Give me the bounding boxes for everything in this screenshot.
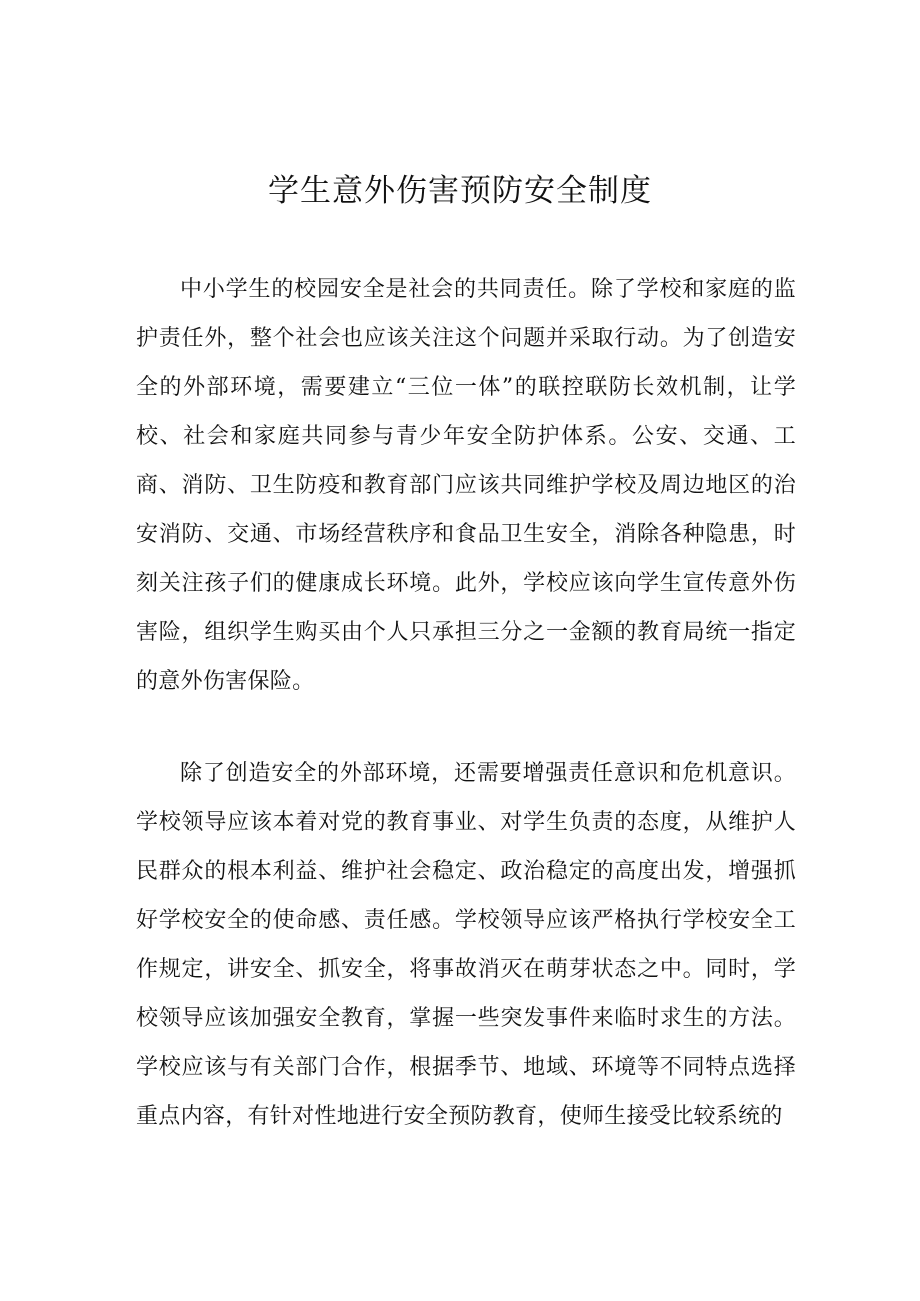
document-title: 学生意外伤害预防安全制度	[268, 173, 652, 209]
paragraph-2: 除了创造安全的外部环境，还需要增强责任意识和危机意识。学校领导应该本着对党的教育事业、对学生负责的态度，从维护人民群众的根本利益、维护社会稳定、政治稳定的高度出发，增强抓好学校安全的使命感、责任感。学校领导应该严格执行学校安全工作规定，讲安全、抓安全，将事故消灭在萌芽状态之中。同时，学校领导应该加强安全教育，掌握一些突发事件来临时求生的方法。学校应该与有关部门合作，根据季节、地域、环境等不同特点选择重点内容，有针对性地进行安全预防教育，使师生接受比较系统的	[136, 761, 796, 1129]
paragraph-1: 中小学生的校园安全是社会的共同责任。除了学校和家庭的监护责任外，整个社会也应该关注这个问题并采取行动。为了创造安全的外部环境，需要建立“三位一体”的联控联防长效机制，让学校、社会和家庭共同参与青少年安全防护体系。公安、交通、工商、消防、卫生防疫和教育部门应该共同维护学校及周边地区的治安消防、交通、市场经营秩序和食品卫生安全，消除各种隐患，时刻关注孩子们的健康成长环境。此外，学校应该向学生宣传意外伤害险，组织学生购买由个人只承担三分之一金额的教育局统一指定的意外伤害保险。	[136, 277, 796, 694]
